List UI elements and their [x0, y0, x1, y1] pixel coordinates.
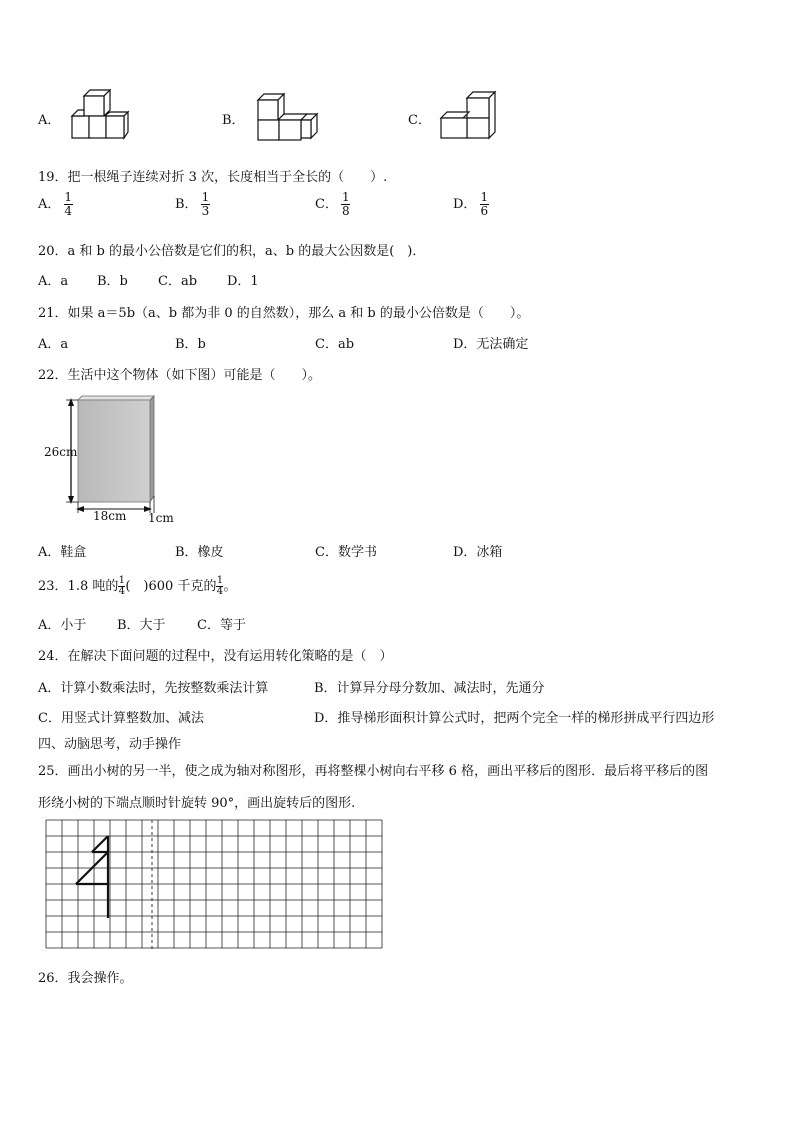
q18-option-c-letter: C．	[408, 113, 431, 128]
q21-text: 21．如果 a＝5b（a、b 都为非 0 的自然数），那么 a 和 b 的最小公倍数是（ ）。	[38, 306, 530, 321]
q26-text: 26．我会操作。	[38, 971, 133, 986]
cubes-figure-c	[437, 90, 499, 146]
q19-option-a[interactable]	[38, 191, 73, 218]
q20-text: 20．a 和 b 的最小公倍数是它们的积，a、b 的最大公因数是( )．	[38, 244, 426, 259]
grid-drawing-area[interactable]	[44, 818, 384, 958]
cubes-figure-a	[70, 88, 132, 146]
fraction: $\frac{1}{3}$	[201, 190, 210, 218]
q19-text: 19．把一根绳子连续对折 3 次，长度相当于全长的（ ）.	[38, 170, 388, 185]
q22-option-b[interactable]: B．橡皮	[175, 545, 224, 560]
q24-option-b[interactable]: B．计算异分母分数加、减法时，先通分	[314, 681, 545, 696]
q19-option-b[interactable]	[175, 191, 210, 218]
q19-option-c[interactable]	[315, 191, 351, 218]
dimension-height-label: 26cm	[44, 445, 78, 459]
q18-option-a-letter: A．	[38, 113, 61, 128]
q21-option-a[interactable]: A．a	[38, 337, 69, 352]
q21-option-b[interactable]: B．b	[175, 337, 206, 352]
q20-option-d[interactable]: D．1	[227, 274, 259, 289]
fraction: $\frac{1}{4}$	[216, 575, 224, 597]
q20-option-c[interactable]: C．ab	[158, 274, 198, 289]
cubes-figure-b	[255, 92, 321, 144]
q22-option-d[interactable]: D．冰箱	[453, 545, 503, 560]
q23-text: 23．1.8 吨的 $\frac{1}{4}$ ( )600 千克的 $\frac{1}{4}$ 。	[38, 575, 237, 597]
q24-text: 24．在解决下面问题的过程中，没有运用转化策略的是（ ）	[38, 649, 393, 664]
q22-option-c[interactable]: C．数学书	[315, 545, 377, 560]
q20-option-b[interactable]: B．b	[97, 274, 128, 289]
fraction: $\frac{1}{4}$	[118, 575, 126, 597]
q24-option-c[interactable]: C．用竖式计算整数加、减法	[38, 711, 204, 726]
q20-option-a[interactable]: A．a	[38, 274, 69, 289]
q22-text: 22．生活中这个物体（如下图）可能是（ ）。	[38, 368, 322, 383]
q24-option-a[interactable]: A．计算小数乘法时，先按整数乘法计算	[38, 681, 269, 696]
q21-option-d[interactable]: D．无法确定	[453, 337, 529, 352]
q23-option-b[interactable]: B．大于	[117, 618, 166, 633]
q19-option-d-letter: D．	[453, 197, 477, 212]
q19-option-d[interactable]	[453, 191, 489, 218]
q19-option-b-letter: B．	[175, 197, 198, 212]
fraction: $\frac{1}{6}$	[480, 190, 489, 218]
q22-option-a[interactable]: A．鞋盒	[38, 545, 87, 560]
q18-option-b-letter: B．	[222, 113, 245, 128]
fraction: $\frac{1}{4}$	[64, 190, 73, 218]
dimension-width-label: 18cm	[93, 509, 127, 523]
fraction: $\frac{1}{8}$	[341, 190, 350, 218]
q25-text-line2: 形绕小树的下端点顺时针旋转 90°，画出旋转后的图形.	[38, 796, 356, 811]
q21-option-c[interactable]: C．ab	[315, 337, 355, 352]
book-figure	[40, 392, 180, 528]
q23-option-c[interactable]: C．等于	[197, 618, 246, 633]
q19-option-c-letter: C．	[315, 197, 338, 212]
q25-text-line1: 25．画出小树的另一半，使之成为轴对称图形，再将整棵小树向右平移 6 格，画出平移后的图形．最后将平移后的图	[38, 764, 709, 779]
half-tree-shape	[76, 836, 108, 918]
q24-option-d[interactable]: D．推导梯形面积计算公式时，把两个完全一样的梯形拼成平行四边形	[314, 711, 715, 726]
dimension-depth-label: 1cm	[148, 511, 174, 525]
section-title: 四、动脑思考，动手操作	[38, 737, 182, 752]
q23-option-a[interactable]: A．小于	[38, 618, 87, 633]
q19-option-a-letter: A．	[38, 197, 61, 212]
